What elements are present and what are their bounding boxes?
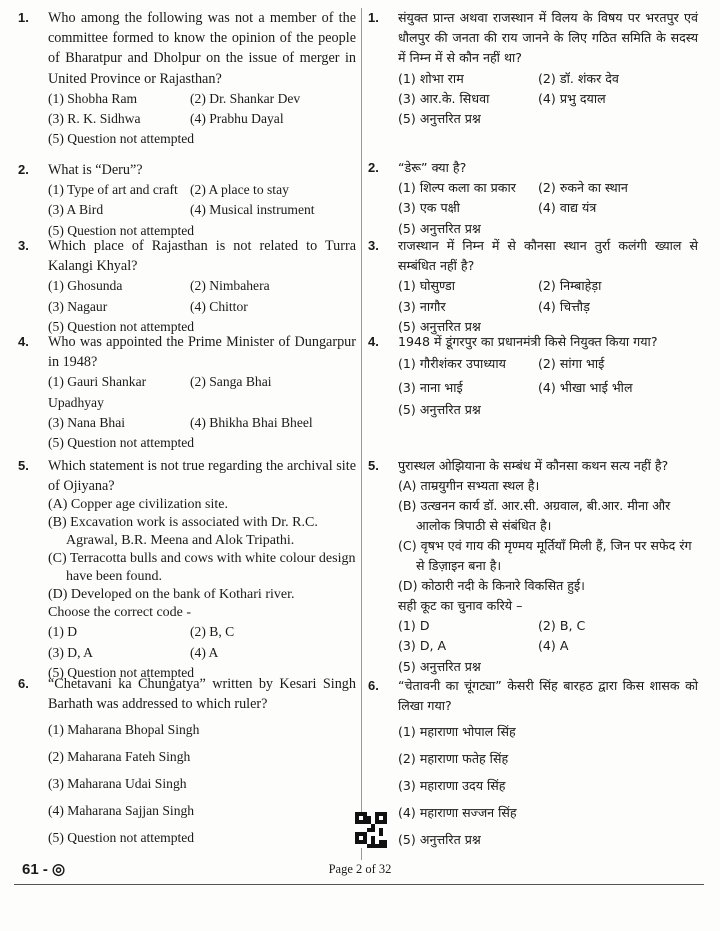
question-text: Who among the following was not a member of the committee formed to know the opinion of the people of Bharatpur and Dholpur on the issue of merger in United Province or Rajasthan? xyxy=(48,10,356,87)
statement-a: (A) ताम्रयुगीन सभ्यता स्थल है। xyxy=(398,478,540,494)
option-4[interactable]: (4) भीखा भाई भील xyxy=(538,380,633,396)
question-1-en xyxy=(18,8,356,149)
option-3[interactable]: (3) Maharana Udai Singh xyxy=(48,776,187,792)
question-number: 1. xyxy=(18,10,29,25)
option-5[interactable]: (5) अनुत्तरित प्रश्न xyxy=(398,402,481,418)
option-5[interactable]: (5) Question not attempted xyxy=(48,222,195,238)
option-4[interactable]: (4) A xyxy=(190,644,219,660)
question-number: 1. xyxy=(368,10,379,25)
option-1[interactable]: (1) Ghosunda xyxy=(48,278,123,294)
page-code: 61 - ◎ xyxy=(22,861,66,878)
statement-c: (C) Terracotta bulls and cows with white colour design have been found. xyxy=(48,551,356,585)
option-5[interactable]: (5) अनुत्तरित प्रश्न xyxy=(398,111,481,127)
code-prompt: Choose the correct code - xyxy=(48,605,192,621)
option-3[interactable]: (3) Nana Bhai xyxy=(48,414,126,430)
question-number: 3. xyxy=(18,238,29,253)
option-4[interactable]: (4) प्रभु दयाल xyxy=(538,90,606,106)
option-2[interactable]: (2) महाराणा फतेह सिंह xyxy=(398,751,509,767)
option-4[interactable]: (4) चित्तौड़ xyxy=(538,298,590,314)
statement-d: (D) कोठारी नदी के किनारे विकसित हुई। xyxy=(398,578,585,594)
question-6-hi xyxy=(368,676,698,853)
question-2-hi xyxy=(368,158,698,239)
option-2[interactable]: (2) B, C xyxy=(538,618,586,634)
column-divider xyxy=(361,8,362,860)
question-4-en xyxy=(18,332,356,453)
question-number: 5. xyxy=(18,458,29,473)
question-3-en xyxy=(18,236,356,337)
question-number: 2. xyxy=(18,162,29,177)
option-2[interactable]: (2) रुकने का स्थान xyxy=(538,180,628,196)
footer-rule xyxy=(14,884,704,885)
question-2-en xyxy=(18,160,356,241)
statement-b: (B) Excavation work is associated with Dr. R.C. Agrawal, B.R. Meena and Alok Tripathi. xyxy=(48,515,318,549)
statement-d: (D) Developed on the bank of Kothari river. xyxy=(48,587,295,603)
question-number: 6. xyxy=(18,676,29,691)
question-text: पुरास्थल ओझियाना के सम्बंध में कौनसा कथन सत्य नहीं है? xyxy=(398,458,669,473)
question-text: Who was appointed the Prime Minister of Dungarpur in 1948? xyxy=(48,334,356,371)
option-3[interactable]: (3) D, A xyxy=(398,638,447,654)
option-4[interactable]: (4) महाराणा सज्जन सिंह xyxy=(398,805,517,821)
option-1[interactable]: (1) Gauri Shankar Upadhyay xyxy=(48,374,147,410)
option-5[interactable]: (5) Question not attempted xyxy=(48,664,195,680)
page-number: Page 2 of 32 xyxy=(328,862,392,876)
question-5-en xyxy=(18,456,356,683)
question-number: 3. xyxy=(368,238,379,253)
question-number: 5. xyxy=(368,458,379,473)
option-3[interactable]: (3) नाना भाई xyxy=(398,380,463,396)
option-1[interactable]: (1) Type of art and craft xyxy=(48,182,178,198)
option-1[interactable]: (1) Shobha Ram xyxy=(48,90,138,106)
question-text: Which statement is not true regarding the archival site of Ojiyana? xyxy=(48,458,356,495)
option-5[interactable]: (5) अनुत्तरित प्रश्न xyxy=(398,658,481,674)
option-2[interactable]: (2) Nimbahera xyxy=(190,278,270,294)
option-2[interactable]: (2) डॉ. शंकर देव xyxy=(538,70,619,86)
option-3[interactable]: (3) Nagaur xyxy=(48,298,108,314)
option-1[interactable]: (1) महाराणा भोपाल सिंह xyxy=(398,724,516,740)
option-3[interactable]: (3) R. K. Sidhwa xyxy=(48,111,141,127)
question-text: “Chetavani ka Chungatya” written by Kesari Singh Barhath was addressed to which ruler? xyxy=(48,676,356,713)
option-2[interactable]: (2) Maharana Fateh Singh xyxy=(48,749,191,765)
question-5-hi xyxy=(368,456,698,677)
option-1[interactable]: (1) D xyxy=(48,624,78,640)
option-2[interactable]: (2) निम्बाहेड़ा xyxy=(538,278,602,294)
question-text: 1948 में डूंगरपुर का प्रधानमंत्री किसे नियुक्त किया गया? xyxy=(398,334,658,349)
question-3-hi xyxy=(368,236,698,337)
option-3[interactable]: (3) A Bird xyxy=(48,202,104,218)
qr-code-icon xyxy=(355,812,387,848)
option-4[interactable]: (4) A xyxy=(538,638,569,654)
option-4[interactable]: (4) Bhikha Bhai Bheel xyxy=(190,414,313,430)
option-5[interactable]: (5) Question not attempted xyxy=(48,318,195,334)
option-5[interactable]: (5) Question not attempted xyxy=(48,131,195,147)
question-text: संयुक्त प्रान्त अथवा राजस्थान में विलय के विषय पर भरतपुर एवं धौलपुर की जनता की राय जानने के लिए गठित समिति के सदस्य में निम्न में से कौन नहीं था? xyxy=(398,10,698,66)
option-4[interactable]: (4) Chittor xyxy=(190,298,248,314)
option-4[interactable]: (4) वाद्य यंत्र xyxy=(538,200,597,216)
option-3[interactable]: (3) आर.के. सिधवा xyxy=(398,90,490,106)
option-1[interactable]: (1) Maharana Bhopal Singh xyxy=(48,722,200,738)
option-3[interactable]: (3) एक पक्षी xyxy=(398,200,460,216)
option-2[interactable]: (2) Sanga Bhai xyxy=(190,374,272,390)
statement-b: (B) उत्खनन कार्य डॉ. आर.सी. अग्रवाल, बी.आर. मीना और आलोक त्रिपाठी से संबंधित है। xyxy=(398,498,671,534)
question-text: What is “Deru”? xyxy=(48,162,143,178)
statement-a: (A) Copper age civilization site. xyxy=(48,497,228,513)
question-text: “डेरू” क्या है? xyxy=(398,160,467,175)
option-3[interactable]: (3) नागौर xyxy=(398,298,446,314)
option-5[interactable]: (5) Question not attempted xyxy=(48,830,195,846)
option-1[interactable]: (1) शोभा राम xyxy=(398,70,464,86)
question-4-hi xyxy=(368,332,698,420)
statement-c: (C) वृषभ एवं गाय की मृण्मय मूर्तियाँ मिली हैं, जिन पर सफेद रंग से डिज़ाइन बना है। xyxy=(398,538,692,574)
option-4[interactable]: (4) Maharana Sajjan Singh xyxy=(48,803,195,819)
option-4[interactable]: (4) Musical instrument xyxy=(190,202,315,218)
question-1-hi xyxy=(368,8,698,129)
option-4[interactable]: (4) Prabhu Dayal xyxy=(190,111,284,127)
option-1[interactable]: (1) घोसुण्डा xyxy=(398,278,456,294)
option-1[interactable]: (1) गौरीशंकर उपाध्याय xyxy=(398,356,506,372)
option-2[interactable]: (2) B, C xyxy=(190,624,235,640)
question-number: 4. xyxy=(18,334,29,349)
code-prompt: सही कूट का चुनाव करिये – xyxy=(398,598,523,614)
option-5[interactable]: (5) अनुत्तरित प्रश्न xyxy=(398,832,481,848)
question-text: “चेतावनी का चूंगट्या” केसरी सिंह बारहठ द्वारा किस शासक को लिखा गया? xyxy=(398,678,698,714)
option-2[interactable]: (2) A place to stay xyxy=(190,182,289,198)
question-6-en xyxy=(18,674,356,851)
question-text: Which place of Rajasthan is not related to Turra Kalangi Khyal? xyxy=(48,238,356,275)
option-3[interactable]: (3) महाराणा उदय सिंह xyxy=(398,778,506,794)
option-1[interactable]: (1) शिल्प कला का प्रकार xyxy=(398,180,516,196)
option-2[interactable]: (2) Dr. Shankar Dev xyxy=(190,90,301,106)
option-5[interactable]: (5) Question not attempted xyxy=(48,435,195,451)
question-text: राजस्थान में निम्न में से कौनसा स्थान तुर्रा कलंगी ख्याल से सम्बंधित नहीं है? xyxy=(398,238,698,274)
option-5[interactable]: (5) अनुत्तरित प्रश्न xyxy=(398,220,481,236)
option-3[interactable]: (3) D, A xyxy=(48,644,93,660)
option-2[interactable]: (2) सांगा भाई xyxy=(538,356,605,372)
question-number: 6. xyxy=(368,678,379,693)
question-number: 2. xyxy=(368,160,379,175)
question-number: 4. xyxy=(368,334,379,349)
option-1[interactable]: (1) D xyxy=(398,618,430,634)
option-5[interactable]: (5) अनुत्तरित प्रश्न xyxy=(398,318,481,334)
